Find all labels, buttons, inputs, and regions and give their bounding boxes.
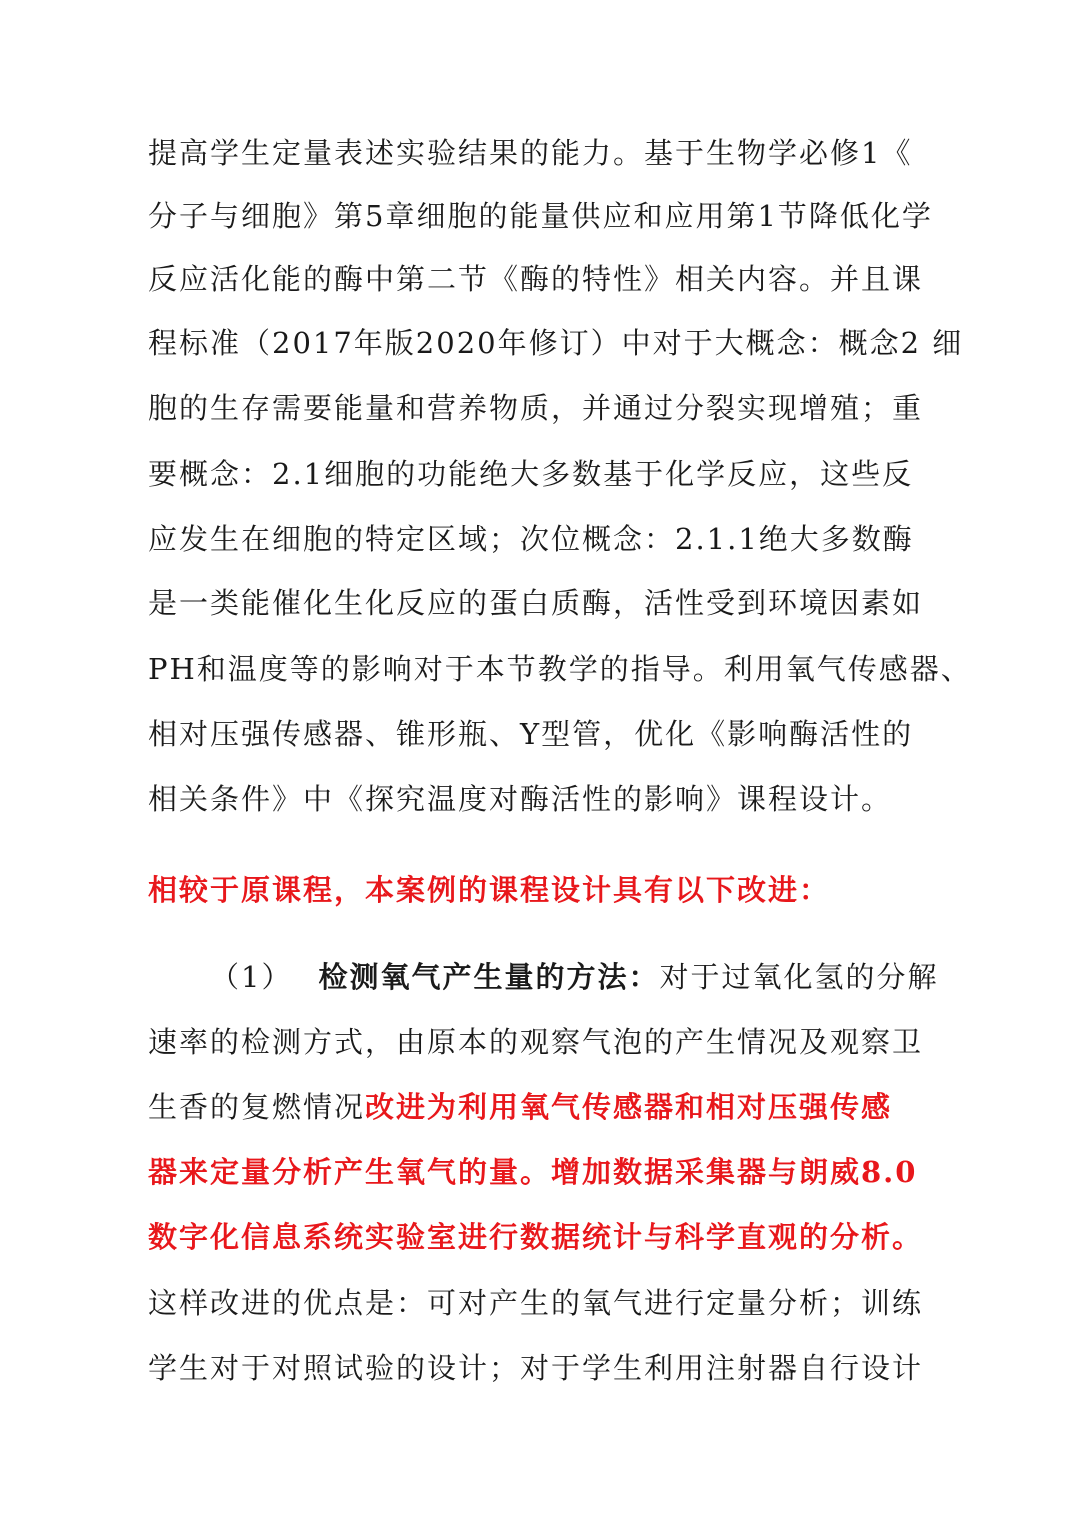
item-text: 对于过氧化氢的分解 [659,960,939,994]
paragraph-line: 应发生在细胞的特定区域；次位概念：2.1.1绝大多数酶 [148,522,914,556]
highlighted-line: 数字化信息系统实验室进行数据统计与科学直观的分析。 [148,1220,924,1254]
paragraph-line: 是一类能催化生化反应的蛋白质酶，活性受到环境因素如 [148,586,924,620]
paragraph-line: 相关条件》中《探究温度对酶活性的影响》课程设计。 [148,782,893,816]
paragraph-line: 速率的检测方式，由原本的观察气泡的产生情况及观察卫 [148,1025,924,1059]
list-item-line [210,957,938,997]
paragraph-line: 程标准（2017年版2020年修订）中对于大概念：概念2 细 [148,326,964,360]
paragraph-line: 分子与细胞》第5章细胞的能量供应和应用第1节降低化学 [148,199,933,233]
item-number: （1） [210,960,293,994]
paragraph-line: 学生对于对照试验的设计；对于学生利用注射器自行设计 [148,1351,924,1385]
paragraph-line: 提高学生定量表述实验结果的能力。基于生物学必修1《 [148,136,913,170]
paragraph-line [148,1087,892,1127]
paragraph-line: 这样改进的优点是：可对产生的氧气进行定量分析；训练 [148,1286,924,1320]
paragraph-line: 胞的生存需要能量和营养物质，并通过分裂实现增殖；重 [148,391,924,425]
paragraph-line: PH和温度等的影响对于本节教学的指导。利用氧气传感器、 [148,652,972,686]
section-heading: 相较于原课程，本案例的课程设计具有以下改进： [148,873,831,907]
item-text: 生香的复燃情况 [148,1090,366,1124]
paragraph-line: 相对压强传感器、锥形瓶、Y型管，优化《影响酶活性的 [148,717,914,751]
item-title: 检测氧气产生量的方法： [318,960,660,994]
highlighted-line: 器来定量分析产生氧气的量。增加数据采集器与朗威8.0 [148,1155,918,1189]
paragraph-line: 要概念：2.1细胞的功能绝大多数基于化学反应，这些反 [148,457,914,491]
paragraph-line: 反应活化能的酶中第二节《酶的特性》相关内容。并且课 [148,262,924,296]
highlighted-text: 改进为利用氧气传感器和相对压强传感 [365,1090,893,1124]
